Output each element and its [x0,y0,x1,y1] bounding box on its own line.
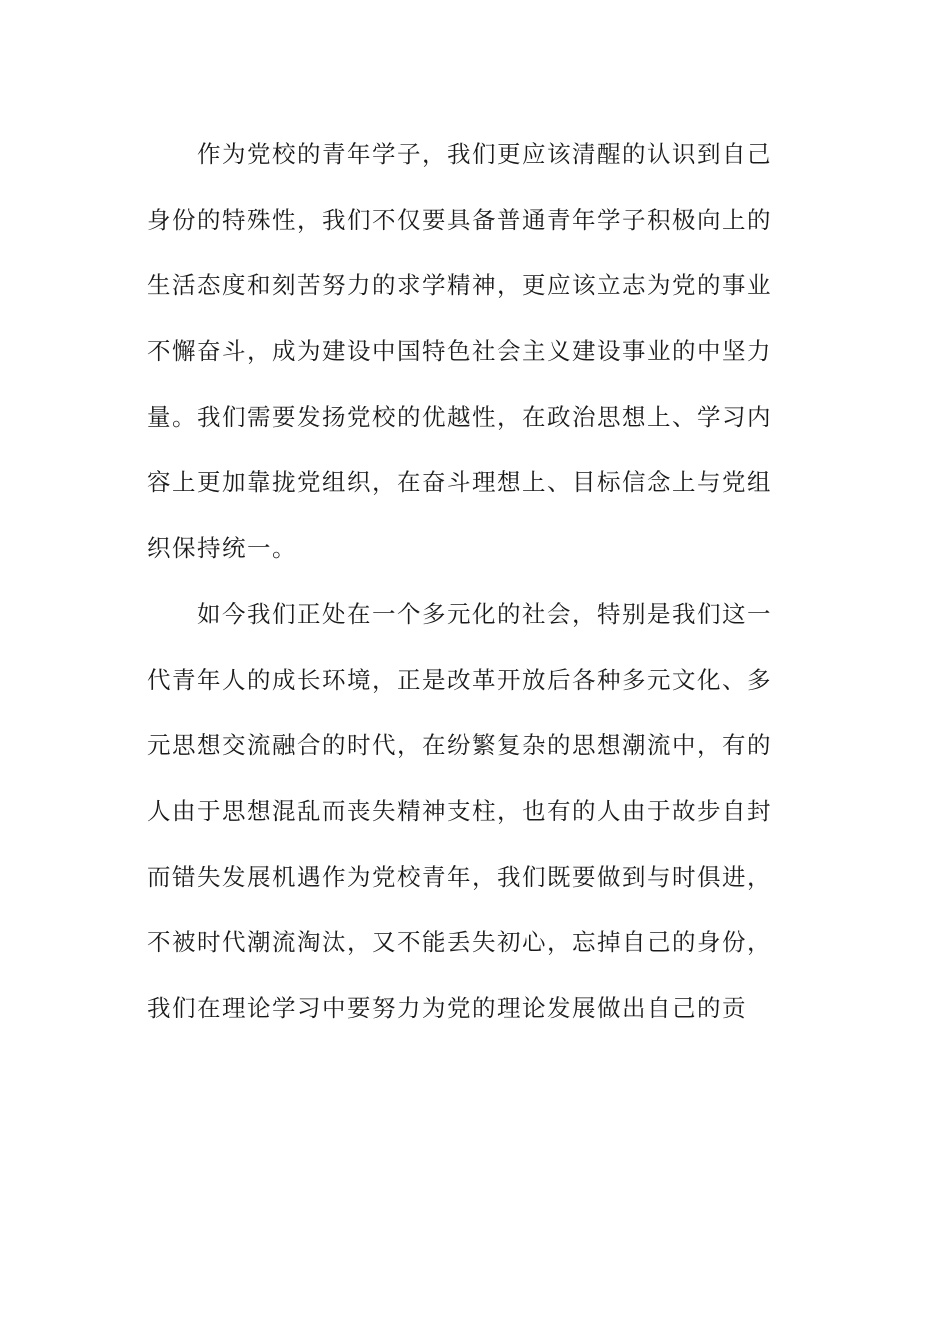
text-line: 生活态度和刻苦努力的求学精神，更应该立志为党的事业 [147,271,772,300]
text-line: 作为党校的青年学子，我们更应该清醒的认识到自己 [197,140,772,168]
text-line: 我们在理论学习中要努力为党的理论发展做出自己的贡 [147,993,747,1022]
text-line: 而错失发展机遇作为党校青年，我们既要做到与时俱进， [147,862,772,891]
text-line: 元思想交流融合的时代，在纷繁复杂的思想潮流中，有的 [147,731,772,760]
text-line: 织保持统一。 [147,534,297,563]
document-body [147,122,787,1042]
text-line: 量。我们需要发扬党校的优越性，在政治思想上、学习内 [147,402,772,431]
text-line: 不懈奋斗，成为建设中国特色社会主义建设事业的中坚力 [147,337,772,366]
text-line: 不被时代潮流淘汰，又不能丢失初心，忘掉自己的身份， [147,928,772,957]
paragraph [147,122,787,582]
text-line: 身份的特殊性，我们不仅要具备普通青年学子积极向上的 [147,205,772,234]
text-line: 代青年人的成长环境，正是改革开放后各种多元文化、多 [147,665,772,694]
text-line: 容上更加靠拢党组织，在奋斗理想上、目标信念上与党组 [147,468,772,497]
text-line: 如今我们正处在一个多元化的社会，特别是我们这一 [197,599,772,628]
paragraph [147,582,787,1042]
text-line: 人由于思想混乱而丧失精神支柱，也有的人由于故步自封 [147,796,772,825]
